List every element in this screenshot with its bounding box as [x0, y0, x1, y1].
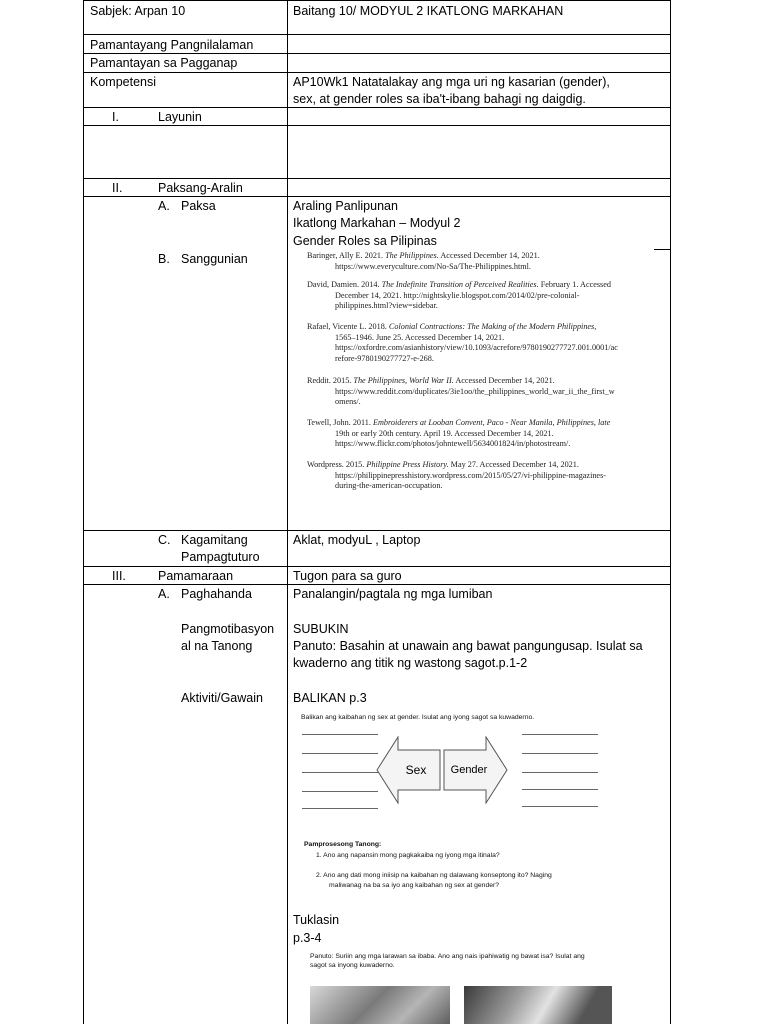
row-divider [83, 34, 671, 35]
ref-url: https://philippinepresshistory.wordpress.com/2015/05/27/vi-philippine-magazines- [335, 470, 606, 480]
subukin-heading: SUBUKIN [293, 622, 349, 636]
answer-blank [302, 734, 378, 735]
answer-blank [522, 772, 598, 773]
ref-author: Reddit. 2015. [307, 376, 354, 385]
competency-text-line-2: sex, at gender roles sa iba't-ibang bahagi ng daigdig. [293, 92, 586, 106]
historical-photo-1 [310, 986, 450, 1024]
subject-text-line-1: Araling Panlipunan [293, 199, 398, 213]
tuklasin-pages: p.3-4 [293, 931, 322, 945]
subukin-instruction-line-1: Panuto: Basahin at unawain ang bawat pangungusap. Isulat sa [293, 639, 643, 653]
ref-detail: May 27. Accessed December 14, 2021. [448, 460, 579, 469]
ref-detail: Accessed December 14, 2021. [438, 251, 540, 260]
ref-detail-line: 1565–1946. June 25. Accessed December 14, 2021. [335, 332, 505, 342]
ref-title: Colonial Contractions: The Making of the Modern Philippines, [388, 322, 597, 331]
row-divider [83, 107, 671, 108]
objectives-number: I. [112, 110, 119, 124]
tuklasin-instruction-line-1: Panuto: Suriin ang mga larawan sa ibaba. Ano ang nais ipahiwatig ng bawat isa? Isulat ang [310, 953, 585, 960]
ref-author: Wordpress. 2015. [307, 460, 367, 469]
processing-question-1: 1. Ano ang napansin mong pagkakaiba ng iyong mga itinala? [316, 852, 500, 859]
references-letter: B. [158, 252, 170, 266]
materials-label-line-1: Kagamitang [181, 533, 248, 547]
topic-label: Paksang-Aralin [158, 181, 243, 195]
reference-entry [307, 460, 659, 492]
ref-title: Embroiderers at Looban Convent, Paco - Near Manila, Philippines, late [372, 418, 611, 427]
table-right-border [670, 0, 671, 1024]
ref-url: https://www.everyculture.com/No-Sa/The-Philippines.html. [335, 261, 531, 271]
content-standard-label: Pamantayang Pangnilalaman [90, 38, 254, 52]
reference-entry [307, 280, 659, 312]
answer-blank [522, 806, 598, 807]
motivation-label-line-2: al na Tanong [181, 639, 253, 653]
ref-url: philippines.html?view=sidebar. [335, 301, 438, 310]
subject-text-line-3: Gender Roles sa Pilipinas [293, 234, 437, 248]
answer-blank [522, 789, 598, 790]
tuklasin-instruction-line-2: sagot sa inyong kuwaderno. [310, 962, 395, 969]
competency-text-line-1: AP10Wk1 Natatalakay ang mga uri ng kasarian (gender), [293, 75, 610, 89]
ref-author: Baringer, Ally E. 2021. [307, 251, 386, 260]
row-divider [83, 0, 671, 1]
processing-question-2-line-1: 2. Ano ang dati mong iniisip na kaibahan ng dalawang konseptong ito? Naging [316, 872, 552, 879]
historical-photo-2 [464, 986, 612, 1024]
subject-letter: A. [158, 199, 170, 213]
motivation-label-line-1: Pangmotibasyon [181, 622, 275, 636]
preparation-letter: A. [158, 587, 170, 601]
row-divider [83, 53, 671, 54]
ref-url-cont: omens/. [335, 397, 361, 406]
tuklasin-heading: Tuklasin [293, 913, 340, 927]
balikan-instruction: Balikan ang kaibahan ng sex at gender. Isulat ang iyong sagot sa kuwaderno. [301, 714, 535, 721]
ref-detail-line: 19th or early 20th century. April 19. Accessed December 14, 2021. [335, 428, 554, 438]
materials-label-line-2: Pampagtuturo [181, 550, 260, 564]
reference-entry [307, 322, 659, 364]
subukin-instruction-line-2: kwaderno ang titik ng wastong sagot.p.1-2 [293, 656, 528, 670]
topic-number: II. [112, 181, 123, 195]
answer-blank [302, 753, 378, 754]
ref-url: https://oxfordre.com/asianhistory/view/10.1093/acrefore/9780190277727.001.0001/ac [335, 343, 618, 352]
row-divider [83, 584, 671, 585]
row-divider [83, 530, 671, 531]
row-divider [83, 125, 671, 126]
ref-detail-line: December 14, 2021. http://nightskylie.blogspot.com/2014/02/pre-colonial- [335, 290, 580, 300]
row-divider [83, 72, 671, 73]
procedure-number: III. [112, 569, 126, 583]
ref-url-cont: during-the-american-occupation. [335, 481, 443, 490]
ref-title: Philippine Press History. [366, 460, 449, 469]
row-divider [83, 178, 671, 179]
arrow-label-sex: Sex [405, 763, 427, 777]
table-left-border [83, 0, 84, 1024]
ref-author: David, Damien. 2014. [307, 280, 382, 289]
materials-letter: C. [158, 533, 171, 547]
activity-label: Aktiviti/Gawain [181, 691, 263, 705]
ref-title: The Philippines, World War II. [353, 376, 454, 385]
ref-title: The Indefinite Transition of Perceived Realities. [381, 280, 539, 289]
competency-label: Kompetensi [90, 75, 157, 89]
performance-standard-label: Pamantayan sa Pagganap [90, 56, 238, 70]
ref-url-cont: refore-9780190277727-e-268. [335, 353, 434, 363]
arrow-label-gender: Gender [450, 764, 488, 776]
row-divider [83, 566, 671, 567]
subject-row-label: Paksa [181, 199, 216, 213]
table-column-divider [287, 0, 288, 1024]
preparation-text: Panalangin/pagtala ng mga lumiban [293, 587, 493, 601]
procedure-label: Pamamaraan [158, 569, 234, 583]
subject-text-line-2: Ikatlong Markahan – Modyul 2 [293, 216, 461, 230]
answer-blank [302, 772, 378, 773]
ref-author: Rafael, Vicente L. 2018. [307, 322, 389, 331]
ref-detail: February 1. Accessed [538, 280, 611, 289]
procedure-text: Tugon para sa guro [293, 569, 402, 583]
subject-label: Sabjek: Arpan 10 [90, 4, 186, 18]
row-divider-stub [654, 249, 671, 250]
answer-blank [302, 808, 378, 809]
ref-title: The Philippines. [385, 251, 439, 260]
answer-blank [522, 734, 598, 735]
ref-url: https://www.flickr.com/photos/johntewell/5634001824/in/photostream/. [335, 439, 571, 448]
grade-module-label: Baitang 10/ MODYUL 2 IKATLONG MARKAHAN [293, 4, 564, 18]
answer-blank [522, 753, 598, 754]
ref-url: https://www.reddit.com/duplicates/3ie1oo/the_philippines_world_war_ii_the_first_w [335, 386, 615, 396]
preparation-label: Paghahanda [181, 587, 252, 601]
processing-questions-title: Pamprosesong Tanong: [304, 841, 382, 848]
reference-entry [307, 376, 659, 408]
row-divider [83, 196, 671, 197]
ref-author: Tewell, John. 2011. [307, 418, 373, 427]
processing-question-2-line-2: maliwanag na ba sa iyo ang kaibahan ng sex at gender? [329, 882, 500, 889]
balikan-heading: BALIKAN p.3 [293, 691, 367, 705]
reference-entry [307, 251, 659, 272]
reference-entry [307, 418, 659, 450]
ref-detail: Accessed December 14, 2021. [453, 376, 555, 385]
materials-text: Aklat, modyuL , Laptop [293, 533, 421, 547]
references-label: Sanggunian [181, 252, 248, 266]
objectives-label: Layunin [158, 110, 202, 124]
answer-blank [302, 791, 378, 792]
